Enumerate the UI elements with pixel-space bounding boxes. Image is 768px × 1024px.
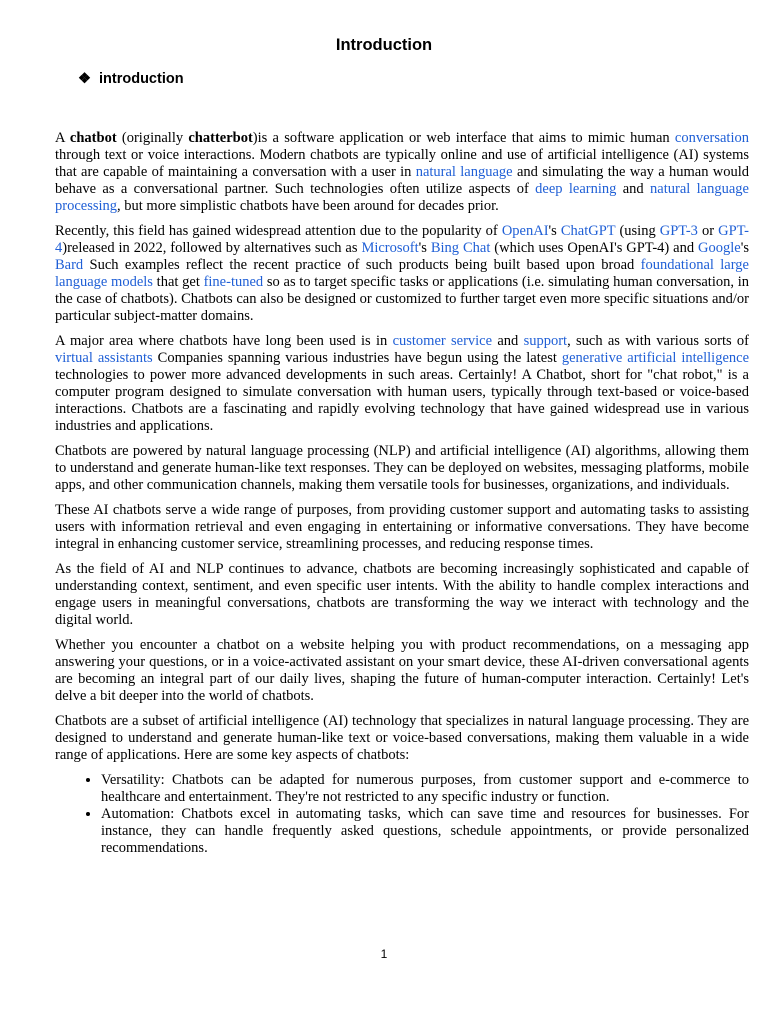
page-title: Introduction: [335, 36, 433, 54]
bold-term: chatbot: [69, 130, 117, 146]
bold-term: chatterbot: [188, 130, 253, 146]
text-run: Such examples reflect the recent practice of such products being built based upon broad: [83, 257, 641, 273]
paragraph: [55, 130, 749, 215]
paragraph: [55, 223, 749, 325]
bullet-item: • Automation: Chatbots excel in automating tasks, which can save time and resources for businesses. For instance, they can handle frequently asked questions, schedule appointments, or provide personalized recommendations.: [101, 806, 749, 857]
text-run: and simulating the way a human would behave as a conversational partner. Such technologies often utilize aspects of: [55, 164, 750, 197]
bullet-item: • Versatility: Chatbots can be adapted for numerous purposes, from customer support and e-commerce to healthcare and entertainment. They're not restricted to any specific industry or function.: [101, 772, 749, 806]
text-run: , such as with various sorts of: [567, 333, 750, 349]
hyperlink[interactable]: deep learning: [535, 181, 617, 197]
bullet-list: [55, 772, 749, 857]
hyperlink[interactable]: ChatGPT: [560, 223, 616, 239]
text-run: As the field of AI and NLP continues to advance, chatbots are becoming increasingly sophisticated and capable of understanding context, sentiment, and even specific user intents. With the ability to handle complex interactions and engage users in meaningful conversations, chatbots are transforming the way we interact with technology and the digital world.: [55, 561, 749, 628]
text-run: through text or voice interactions. Modern chatbots are typically online and use of artificial intelligence (AI) systems that are capable of maintaining a conversation with a user in: [55, 147, 749, 180]
text-run: and: [616, 181, 651, 197]
text-run: and: [492, 333, 524, 349]
hyperlink[interactable]: generative artificial intelligence: [561, 350, 749, 366]
diamond-bullet-icon: ❖: [78, 71, 91, 87]
text-run: or: [697, 223, 719, 239]
text-run: These AI chatbots serve a wide range of purposes, from providing customer support and automating tasks to assisting users with information retrieval and even engaging in entertaining or informative conversations. They have become integral in enhancing customer service, streamlining processes, and reducing response times.: [55, 502, 749, 552]
hyperlink[interactable]: Microsoft: [361, 240, 419, 256]
text-run: technologies to power more advanced developments in such areas. Certainly! A Chatbot, short for "chat robot," is a computer program designed to simulate conversation with human users, typically through text-based or voice-based interactions. Chatbots are a fascinating and rapidly evolving technology that have gained widespread use in various industries and applications.: [55, 367, 749, 434]
paragraph: [55, 561, 749, 629]
hyperlink[interactable]: customer service: [392, 333, 493, 349]
text-run: Chatbots are powered by natural language processing (NLP) and artificial intelligence (AI) algorithms, allowing them to understand and generate human-like text responses. They can be deployed on websites, messaging platforms, mobile apps, and other communication channels, making them versatile tools for businesses, organizations, and individuals.: [55, 443, 749, 493]
text-run: Chatbots are a subset of artificial intelligence (AI) technology that specializes in natural language processing. They are designed to understand and generate human-like text or voice-based conversations, making them valuable in a wide range of applications. Here are some key aspects of chatbots:: [55, 713, 749, 763]
text-run: 's: [548, 223, 561, 239]
text-run: 's: [740, 240, 749, 256]
hyperlink[interactable]: fine-tuned: [203, 274, 264, 290]
hyperlink[interactable]: support: [523, 333, 568, 349]
text-run: so as to target specific tasks or applications (i.e. simulating human conversation, in the case of chatbots). Chatbots can also be designed or customized to further target even more specific situations and/or particular subject-matter domains.: [55, 274, 749, 324]
text-run: Companies spanning various industries have begun using the latest: [152, 350, 562, 366]
text-run: 's: [418, 240, 431, 256]
hyperlink[interactable]: Bing Chat: [430, 240, 491, 256]
hyperlink[interactable]: virtual assistants: [55, 350, 153, 366]
paragraph: [55, 443, 749, 494]
text-run: Whether you encounter a chatbot on a website helping you with product recommendations, on a messaging app answering your questions, or in a voice-activated assistant on your smart device, these AI-driven conversational agents are becoming an integral part of our daily lives, shaping the future of human-computer interaction. Certainly! Let's delve a bit deeper into the world of chatbots.: [55, 637, 749, 704]
text-run: that get: [152, 274, 204, 290]
text-run: , but more simplistic chatbots have been around for decades prior.: [117, 198, 499, 214]
text-run: (using: [615, 223, 660, 239]
document-body: [55, 130, 749, 857]
page-number: 1: [380, 947, 388, 961]
text-run: )is a software application or web interface that aims to mimic human: [252, 130, 675, 146]
paragraph: [55, 333, 749, 435]
hyperlink[interactable]: natural language processing: [55, 181, 749, 214]
hyperlink[interactable]: Google: [698, 240, 741, 256]
hyperlink[interactable]: GPT-4: [55, 223, 749, 256]
text-run: )released in 2022, followed by alternatives such as: [62, 240, 362, 256]
paragraph: [55, 502, 749, 553]
paragraph: [55, 713, 749, 764]
text-run: A major area where chatbots have long been used is in: [55, 333, 393, 349]
text-run: A: [55, 130, 70, 146]
paragraph: [55, 637, 749, 705]
hyperlink[interactable]: natural language: [415, 164, 513, 180]
hyperlink[interactable]: GPT-3: [659, 223, 698, 239]
section-subheading: [78, 71, 184, 87]
text-run: Recently, this field has gained widespread attention due to the popularity of: [55, 223, 502, 239]
hyperlink[interactable]: OpenAI: [501, 223, 549, 239]
subheading-text: introduction: [99, 71, 184, 87]
text-run: (originally: [116, 130, 189, 146]
hyperlink[interactable]: foundational large language models: [55, 257, 749, 290]
text-run: (which uses OpenAI's GPT-4) and: [490, 240, 699, 256]
paragraph-list: [55, 130, 749, 764]
hyperlink[interactable]: conversation: [674, 130, 749, 146]
hyperlink[interactable]: Bard: [55, 257, 84, 273]
